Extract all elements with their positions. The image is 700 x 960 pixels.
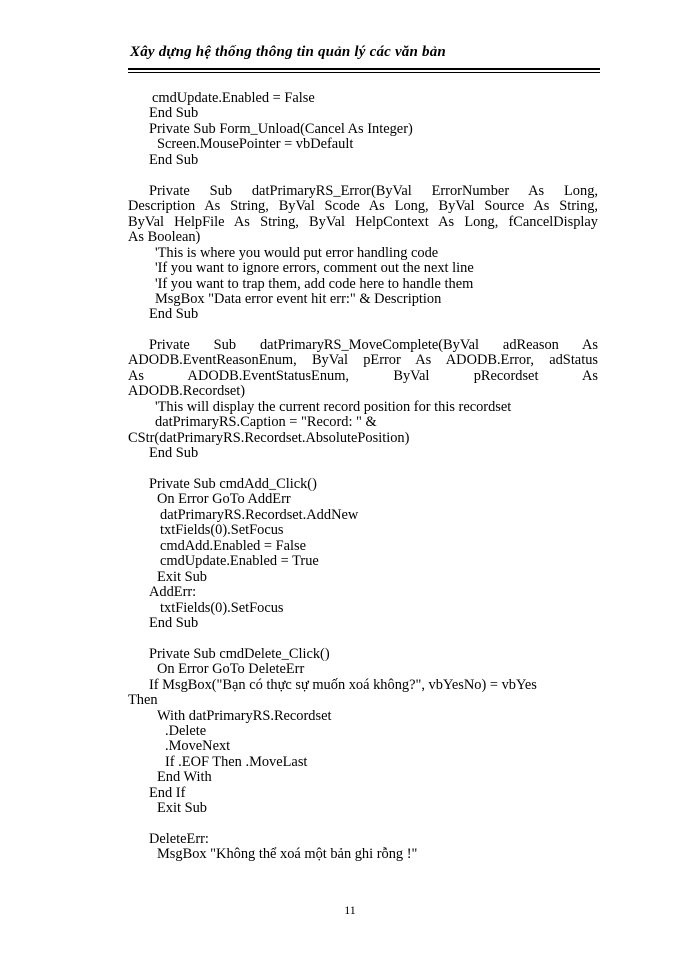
code-line: CStr(datPrimaryRS.Recordset.AbsolutePosition): [128, 430, 410, 446]
code-line: Then: [128, 692, 158, 708]
code-line: 'If you want to trap them, add code here to handle them: [155, 276, 474, 292]
code-line: Private Sub datPrimaryRS_MoveComplete(ByVal adReason As: [149, 337, 598, 353]
code-line: End Sub: [149, 445, 199, 461]
code-line: As Boolean): [128, 229, 201, 245]
code-line: .Delete: [165, 723, 207, 739]
code-line: txtFields(0).SetFocus: [160, 522, 284, 538]
code-line: DeleteErr:: [149, 831, 209, 847]
code-line: cmdUpdate.Enabled = True: [160, 553, 319, 569]
code-line: End Sub: [149, 615, 199, 631]
code-line: Screen.MousePointer = vbDefault: [157, 136, 354, 152]
code-line: If MsgBox("Bạn có thực sự muốn xoá không?", vbYesNo) = vbYes: [149, 677, 537, 693]
code-line: txtFields(0).SetFocus: [160, 600, 284, 616]
code-line: 'If you want to ignore errors, comment out the next line: [155, 260, 474, 276]
page-header-title: Xây dựng hệ thống thông tin quản lý các văn bản: [130, 44, 446, 60]
header-rule-thick: [128, 68, 600, 70]
code-line: Description As String, ByVal Scode As Long, ByVal Source As String,: [128, 198, 598, 214]
code-line: datPrimaryRS.Caption = "Record: " &: [155, 414, 377, 430]
code-line: MsgBox "Data error event hit err:" & Description: [155, 291, 442, 307]
code-line: MsgBox "Không thể xoá một bản ghi rỗng !": [157, 846, 418, 862]
code-line: .MoveNext: [165, 738, 231, 754]
code-line: End If: [149, 785, 186, 801]
code-line: End Sub: [149, 105, 199, 121]
code-line: End Sub: [149, 152, 199, 168]
code-line: 'This is where you would put error handling code: [155, 245, 439, 261]
code-line: Private Sub Form_Unload(Cancel As Integer): [149, 121, 413, 137]
code-line: Private Sub datPrimaryRS_Error(ByVal ErrorNumber As Long,: [149, 183, 598, 199]
code-line: End Sub: [149, 306, 199, 322]
code-line: On Error GoTo DeleteErr: [157, 661, 305, 677]
code-line: If .EOF Then .MoveLast: [165, 754, 308, 770]
code-line: As ADODB.EventStatusEnum, ByVal pRecordset As: [128, 368, 598, 384]
code-line: ADODB.EventReasonEnum, ByVal pError As ADODB.Error, adStatus: [128, 352, 598, 368]
code-line: Exit Sub: [157, 569, 207, 585]
code-line: AddErr:: [149, 584, 197, 600]
code-line: 'This will display the current record position for this recordset: [155, 399, 512, 415]
code-line: On Error GoTo AddErr: [157, 491, 291, 507]
code-line: Exit Sub: [157, 800, 207, 816]
page-number: 11: [344, 903, 356, 917]
code-line: End With: [157, 769, 212, 785]
code-line: datPrimaryRS.Recordset.AddNew: [160, 507, 359, 523]
code-line: Private Sub cmdAdd_Click(): [149, 476, 317, 492]
code-line: cmdAdd.Enabled = False: [160, 538, 306, 554]
header-rule-thin: [128, 72, 600, 73]
code-line: ByVal HelpFile As String, ByVal HelpContext As Long, fCancelDisplay: [128, 214, 598, 230]
code-line: With datPrimaryRS.Recordset: [157, 708, 332, 724]
code-line: cmdUpdate.Enabled = False: [152, 90, 315, 106]
code-line: ADODB.Recordset): [128, 383, 246, 399]
code-line: Private Sub cmdDelete_Click(): [149, 646, 330, 662]
